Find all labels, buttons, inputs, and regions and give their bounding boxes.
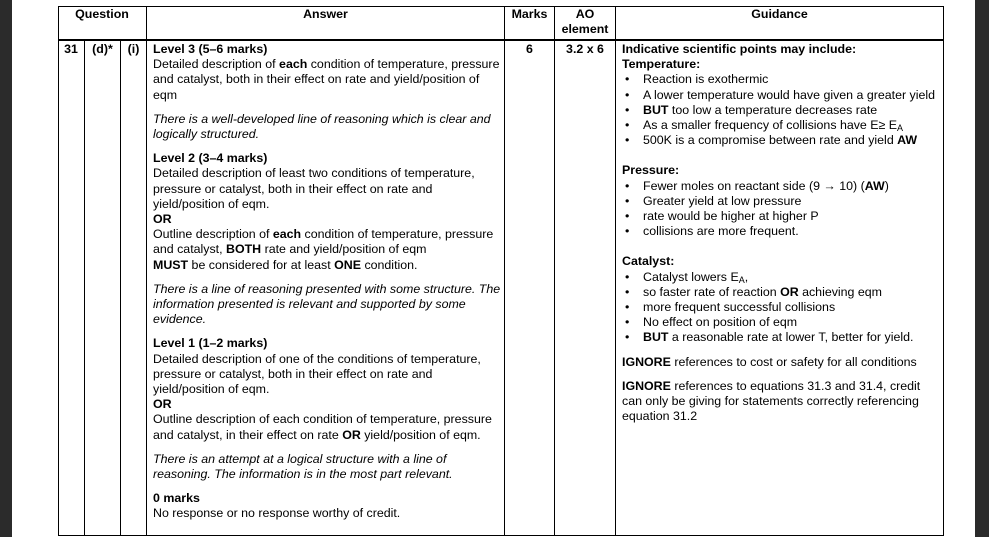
header-marks: Marks: [511, 7, 548, 21]
left-border: [58, 6, 59, 536]
level0-title: 0 marks: [153, 491, 200, 506]
header-bottom-border: [58, 39, 944, 41]
level1-communication: There is an attempt at a logical structure with a line of reasoning. The information is in the most part relevant.: [153, 451, 453, 482]
list-item: • BUT too low a temperature decreases rate: [622, 103, 940, 118]
list-item: • Catalyst lowers $E_A$,: [622, 270, 940, 285]
level3-description: Detailed description of each condition of temperature, pressure and catalyst, both in their effect on rate and yield/position of eqm: [153, 57, 500, 102]
col-divider-marks: [554, 6, 555, 536]
pressure-list: [622, 179, 940, 240]
list-item: • collisions are more frequent.: [622, 224, 940, 239]
list-item: • rate would be higher at higher P: [622, 209, 940, 224]
list-item: • As a smaller frequency of collisions have $E\ge E_A$: [622, 118, 940, 133]
level2-or: OR: [153, 212, 172, 227]
list-item: • 500K is a compromise between rate and yield AW: [622, 133, 940, 148]
level0-description: No response or no response worthy of credit.: [153, 506, 401, 521]
col-divider-answer: [504, 6, 505, 536]
list-item: • more frequent successful collisions: [622, 300, 940, 315]
marks-value: 6: [526, 42, 533, 56]
guidance-content: [622, 42, 940, 424]
list-item: • Reaction is exothermic: [622, 72, 940, 87]
header-answer: Answer: [303, 7, 348, 21]
level2-title: Level 2 (3–4 marks): [153, 151, 268, 166]
list-item: • Greater yield at low pressure: [622, 194, 940, 209]
right-border: [943, 6, 944, 536]
col-divider-ao: [615, 6, 616, 536]
temperature-title: Temperature:: [622, 57, 701, 72]
answer-content: [153, 42, 501, 522]
question-part: (d)*: [92, 42, 113, 56]
list-item: • Fewer moles on reactant side (9 → 10) (AW): [622, 179, 940, 194]
right-dark-margin: [975, 0, 989, 537]
subcol-divider-2: [120, 41, 121, 536]
level3-communication: There is a well-developed line of reasoning which is clear and logically structured.: [153, 111, 491, 142]
list-item: • A lower temperature would have given a greater yield: [622, 88, 940, 103]
ao-value: 3.2 x 6: [566, 42, 604, 56]
header-guidance: Guidance: [751, 7, 808, 21]
ignore-note-1: IGNORE references to cost or safety for all conditions: [622, 354, 917, 369]
level1-description-1: Detailed description of one of the conditions of temperature, pressure or catalyst, both in their effect on rate and yield/position of eqm.: [153, 351, 481, 397]
level2-description-2: Outline description of each condition of temperature, pressure and catalyst, BOTH rate and yield/position of eqm MUST be considered for at least ONE condition.: [153, 227, 494, 272]
header-ao-element: [555, 7, 615, 37]
question-number: 31: [64, 42, 78, 56]
subcol-divider-1: [84, 41, 85, 536]
pressure-title: Pressure:: [622, 163, 680, 178]
col-divider-question: [146, 6, 147, 536]
level1-description-2: Outline description of each condition of temperature, pressure and catalyst, in their effect on rate OR yield/position of eqm.: [153, 412, 492, 442]
temperature-list: [622, 72, 940, 148]
header-ao-line1: AO: [575, 7, 595, 21]
header-question: Question: [75, 7, 129, 21]
ignore-note-2: IGNORE references to equations 31.3 and 31.4, credit can only be giving for statements correctly referencing equation 31.2: [622, 378, 921, 424]
question-subpart: (i): [127, 42, 140, 56]
list-item: • so faster rate of reaction OR achieving eqm: [622, 285, 940, 300]
list-item: • No effect on position of eqm: [622, 315, 940, 330]
guidance-intro: Indicative scientific points may include:: [622, 42, 857, 56]
catalyst-title: Catalyst:: [622, 254, 675, 269]
header-ao-line2: element: [561, 22, 609, 36]
level2-description-1: Detailed description of least two conditions of temperature, pressure or catalyst, both in their effect on rate and yield/position of eqm.: [153, 166, 475, 211]
level1-or: OR: [153, 397, 172, 412]
table-bottom-border: [58, 535, 944, 536]
list-item: • BUT a reasonable rate at lower T, better for yield.: [622, 330, 940, 345]
catalyst-list: [622, 270, 940, 346]
left-dark-margin: [0, 0, 12, 537]
level1-title: Level 1 (1–2 marks): [153, 336, 268, 351]
level3-title: Level 3 (5–6 marks): [153, 42, 268, 56]
level2-communication: There is a line of reasoning presented with some structure. The information presented is relevant and supported by some evidence.: [153, 281, 501, 327]
